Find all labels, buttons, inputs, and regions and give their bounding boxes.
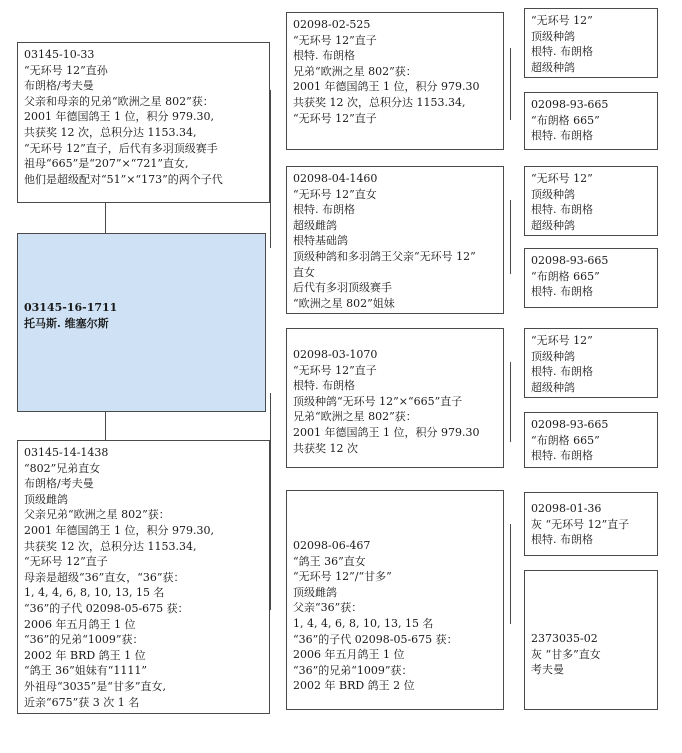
connector-subject-dam [105, 412, 106, 440]
grandparent-line: 顶级种鸽“无环号 12”×“665”直子 [293, 394, 463, 408]
connector-sire-grandparents [270, 90, 271, 248]
connector-gg-pair-4 [510, 524, 511, 624]
grandsire-paternal-card [286, 12, 504, 150]
dam-line: 2002 年 BRD 鸽王 1 位 [24, 648, 146, 662]
grandparent-line: “无环号 12”直子 [293, 363, 377, 377]
dam-line: 外祖母“3035”是“甘多”直女, [24, 679, 166, 693]
great-grandparent-line: “布朗格 665” [531, 113, 600, 127]
grandparent-line: 根特基础鸽 [293, 234, 348, 248]
great-grandparent-line: 根特. 布朗格 [531, 45, 593, 59]
grandparent-line: 02098-03-1070 [293, 348, 378, 361]
sire-line: 布朗格/考夫曼 [24, 79, 94, 93]
great-grandparent-line: 顶级种鸽 [531, 29, 575, 43]
connector-gg-pair-2 [510, 200, 511, 274]
subject-owner: 托马斯. 维塞尔斯 [24, 316, 109, 330]
great-grandparent-line: 02098-93-665 [531, 418, 609, 431]
grandsire-maternal-card [286, 328, 504, 468]
dam-line: 布朗格/考夫曼 [24, 477, 94, 491]
grandparent-line: 根特. 布朗格 [293, 49, 355, 63]
grandparent-line: “36”的兄弟“1009”获： [293, 663, 413, 677]
great-grandparent-line: 根特. 布朗格 [531, 365, 593, 379]
grandparent-line: 02098-02-525 [293, 18, 371, 31]
great-grandparent-card [524, 492, 658, 556]
sire-line: 祖母“665”是“207”×“721”直女, [24, 157, 189, 171]
dam-line: 03145-14-1438 [24, 446, 109, 459]
grandparent-line: 后代有多羽顶级赛手 [293, 281, 392, 295]
great-grandparent-line: 灰 “甘多”直女 [531, 647, 601, 661]
grandparent-line: 顶级种鸽和多羽鸽王父亲“无环号 12” [293, 249, 476, 263]
sire-card [17, 42, 270, 203]
grandparent-line: 共获奖 12 次 [293, 441, 358, 455]
connector-sire-subject [105, 203, 106, 233]
dam-line: “无环号 12”直子 [24, 555, 108, 569]
grandparent-line: 父亲“36”获： [293, 601, 363, 615]
grandparent-line: “无环号 12”/“甘多” [293, 570, 392, 584]
grandparent-line: “无环号 12”直子 [293, 33, 377, 47]
grandparent-line: 根特. 布朗格 [293, 379, 355, 393]
sire-line: “无环号 12”直子，后代有多羽顶级赛手 [24, 141, 218, 155]
great-grandparent-line: “布朗格 665” [531, 433, 600, 447]
grandparent-line: 2002 年 BRD 鸽王 2 位 [293, 679, 415, 693]
grandparent-line: 根特. 布朗格 [293, 203, 355, 217]
great-grandparent-line: 超级种鸽 [531, 218, 575, 232]
great-grandparent-line: 02098-93-665 [531, 254, 609, 267]
connector-gg-pair-3 [510, 362, 511, 442]
great-grandparent-line: 2373035-02 [531, 632, 598, 645]
great-grandparent-line: 灰 “无环号 12”直子 [531, 517, 630, 531]
dam-line: 1, 4, 4, 6, 8, 10, 13, 15 名 [24, 586, 165, 600]
grandparent-line: 2001 年德国鸽王 1 位，积分 979.30 [293, 425, 480, 439]
dam-line: 父亲兄弟“欧洲之星 802”获： [24, 508, 170, 522]
great-grandparent-line: 顶级种鸽 [531, 349, 575, 363]
grandparent-line: 2006 年五月鸽王 1 位 [293, 648, 405, 662]
great-grandparent-card [524, 412, 658, 468]
great-grandparent-line: “无环号 12” [531, 172, 593, 185]
great-grandparent-line: 超级种鸽 [531, 380, 575, 394]
grandparent-line: 共获奖 12 次，总积分达 1153.34, [293, 95, 466, 109]
great-grandparent-line: “布朗格 665” [531, 269, 600, 283]
great-grandparent-card [524, 248, 658, 308]
great-grandparent-line: 顶级种鸽 [531, 187, 575, 201]
great-grandparent-line: 根特. 布朗格 [531, 285, 593, 299]
grandparent-line: 兄弟“欧洲之星 802”获： [293, 410, 417, 424]
sire-line: 03145-10-33 [24, 48, 95, 61]
dam-line: “36”的子代 02098-05-675 获： [24, 601, 189, 615]
great-grandparent-line: “无环号 12” [531, 334, 593, 347]
grandparent-line: 超级雌鸽 [293, 218, 337, 232]
great-grandparent-card [524, 328, 658, 398]
great-grandparent-card [524, 92, 658, 150]
sire-line: 共获奖 12 次，总积分达 1153.34, [24, 125, 197, 139]
grandparent-line: 2001 年德国鸽王 1 位，积分 979.30 [293, 80, 480, 94]
grandparent-line: “鸽王 36”直女 [293, 554, 366, 568]
sire-line: 2001 年德国鸽王 1 位，积分 979.30, [24, 110, 214, 124]
great-grandparent-line: 根特. 布朗格 [531, 449, 593, 463]
dam-line: “802”兄弟直女 [24, 461, 101, 475]
dam-card [17, 440, 270, 714]
connector-dam-grandparents [270, 393, 271, 610]
great-grandparent-card [524, 166, 658, 236]
dam-line: 2006 年五月鸽王 1 位 [24, 617, 136, 631]
grandparent-line: 1, 4, 4, 6, 8, 10, 13, 15 名 [293, 616, 434, 630]
great-grandparent-line: 02098-93-665 [531, 98, 609, 111]
dam-line: 2001 年德国鸽王 1 位，积分 979.30, [24, 523, 214, 537]
great-grandparent-line: 02098-01-36 [531, 502, 602, 515]
grandparent-line: 顶级雌鸽 [293, 585, 337, 599]
grandparent-line: 02098-06-467 [293, 539, 371, 552]
connector-gg-pair-1 [510, 48, 511, 120]
great-grandparent-line: 根特. 布朗格 [531, 533, 593, 547]
grandparent-line: 02098-04-1460 [293, 172, 378, 185]
dam-line: 母亲是超级“36”直女，“36”获： [24, 570, 185, 584]
grandparent-line: 兄弟“欧洲之星 802”获： [293, 64, 417, 78]
sire-line: 他们是超级配对“51”×“173”的两个子代 [24, 172, 223, 186]
great-grandparent-card [524, 570, 658, 710]
grandparent-line: “欧洲之星 802”姐妹 [293, 296, 395, 310]
great-grandparent-line: 超级种鸽 [531, 60, 575, 74]
grandparent-line: 直女 [293, 265, 315, 279]
great-grandparent-line: 根特. 布朗格 [531, 203, 593, 217]
dam-line: 近亲“675”获 3 次 1 名 [24, 695, 140, 709]
dam-line: “36”的兄弟“1009”获： [24, 633, 144, 647]
dam-line: “鸽王 36”姐妹有“1111” [24, 664, 147, 678]
great-grandparent-card [524, 8, 658, 78]
grandparent-line: “无环号 12”直女 [293, 187, 377, 201]
dam-line: 顶级雌鸽 [24, 492, 68, 506]
great-grandparent-line: 考夫曼 [531, 663, 564, 677]
dam-line: 共获奖 12 次，总积分达 1153.34, [24, 539, 197, 553]
granddam-paternal-card [286, 166, 504, 314]
great-grandparent-line: “无环号 12” [531, 14, 593, 27]
grandparent-line: “36”的子代 02098-05-675 获： [293, 632, 458, 646]
sire-line: “无环号 12”直孙 [24, 63, 108, 77]
subject-ring-number: 03145-16-1711 [24, 301, 118, 314]
great-grandparent-line: 根特. 布朗格 [531, 129, 593, 143]
granddam-maternal-card [286, 490, 504, 710]
subject-card [17, 233, 266, 412]
sire-line: 父亲和母亲的兄弟“欧洲之星 802”获： [24, 94, 214, 108]
grandparent-line: “无环号 12”直子 [293, 111, 377, 125]
